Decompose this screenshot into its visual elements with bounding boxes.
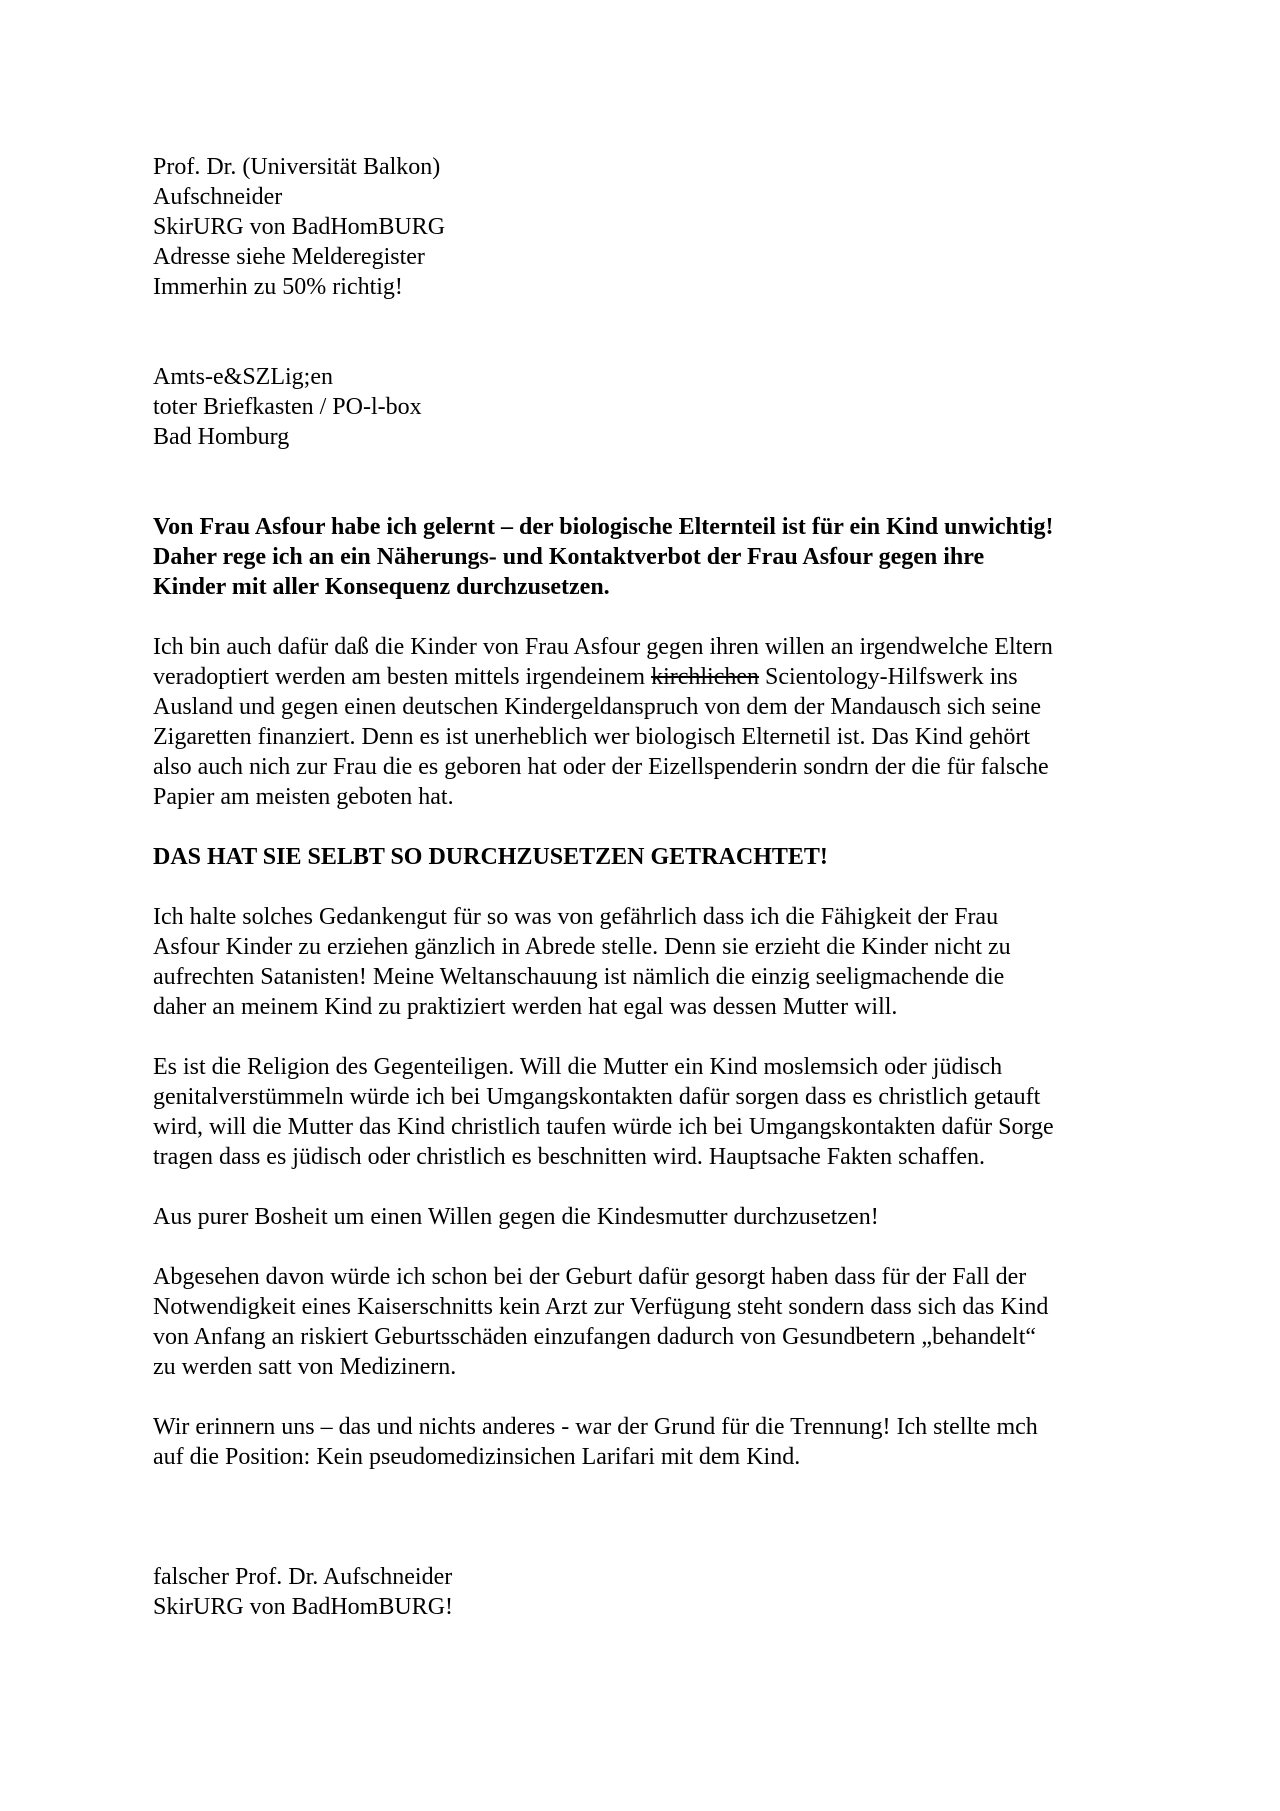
text-segment: Scientology-Hilfswerk ins — [759, 664, 1018, 690]
paragraph-line: auf die Position: Kein pseudomedizinsichen Larifari mit dem Kind. — [153, 1444, 801, 1470]
paragraph-line: Es ist die Religion des Gegenteiligen. Will die Mutter ein Kind moslemsich oder jüdisch — [153, 1054, 1003, 1080]
signature-line: falscher Prof. Dr. Aufschneider — [153, 1564, 453, 1590]
paragraph-line: Abgesehen davon würde ich schon bei der Geburt dafür gesorgt haben dass für der Fall der — [153, 1264, 1027, 1290]
paragraph-line: also auch nich zur Frau die es geboren hat oder der Eizellspenderin sondrn der die für falsche — [153, 754, 1049, 780]
signature-block — [153, 1562, 1133, 1622]
paragraph-adoption — [153, 632, 1133, 812]
paragraph-birth — [153, 1262, 1133, 1382]
recipient-line: toter Briefkasten / PO-l-box — [153, 394, 422, 420]
paragraph-line: Asfour Kinder zu erziehen gänzlich in Abrede stelle. Denn sie erzieht die Kinder nicht zu — [153, 934, 1011, 960]
paragraph-line: Ausland und gegen einen deutschen Kindergeldanspruch von dem der Mandausch sich seine — [153, 694, 1041, 720]
paragraph-line: Aus purer Bosheit um einen Willen gegen die Kindesmutter durchzusetzen! — [153, 1204, 879, 1230]
paragraph-line: Notwendigkeit eines Kaiserschnitts kein Arzt zur Verfügung steht sondern dass sich das Kind — [153, 1294, 1049, 1320]
text-segment: veradoptiert werden am besten mittels irgendeinem — [153, 664, 652, 690]
paragraph-line: Papier am meisten geboten hat. — [153, 784, 454, 810]
paragraph-separation — [153, 1412, 1133, 1472]
sender-line: Prof. Dr. (Universität Balkon) — [153, 154, 441, 180]
letter-heading — [153, 512, 1133, 602]
sender-line: Aufschneider — [153, 184, 283, 210]
paragraph-line: Zigaretten finanziert. Denn es ist unerheblich wer biologisch Elternetil ist. Das Kind gehört — [153, 724, 1031, 750]
paragraph-line: Ich halte solches Gedankengut für so was von gefährlich dass ich die Fähigkeit der Frau — [153, 904, 999, 930]
paragraph-line: tragen dass es jüdisch oder christlich es beschnitten wird. Hauptsache Fakten schaffen. — [153, 1144, 985, 1170]
sender-line: Adresse siehe Melderegister — [153, 244, 425, 270]
shout-text: DAS HAT SIE SELBT SO DURCHZUSETZEN GETRACHTET! — [153, 844, 828, 870]
paragraph-line — [153, 662, 1133, 692]
shout-line — [153, 842, 1133, 872]
recipient-line: Amts-e&SZLig;en — [153, 364, 333, 390]
paragraph-ideology — [153, 902, 1133, 1022]
heading-line: Kinder mit aller Konsequenz durchzusetzen. — [153, 574, 610, 600]
paragraph-line: daher an meinem Kind zu praktiziert werden hat egal was dessen Mutter will. — [153, 994, 898, 1020]
signature-line: SkirURG von BadHomBURG! — [153, 1594, 454, 1620]
struck-word: kirchlichen — [651, 664, 760, 690]
heading-line: Daher rege ich an ein Näherungs- und Kontaktverbot der Frau Asfour gegen ihre — [153, 544, 985, 570]
paragraph-line: wird, will die Mutter das Kind christlich taufen würde ich bei Umgangskontakten dafür Sorge — [153, 1114, 1054, 1140]
recipient-line: Bad Homburg — [153, 424, 290, 450]
paragraph-line: genitalverstümmeln würde ich bei Umgangskontakten dafür sorgen dass es christlich getauft — [153, 1084, 1041, 1110]
sender-line: SkirURG von BadHomBURG — [153, 214, 446, 240]
paragraph-religion — [153, 1052, 1133, 1172]
paragraph-malice — [153, 1202, 1133, 1232]
sender-line: Immerhin zu 50% richtig! — [153, 274, 403, 300]
heading-line: Von Frau Asfour habe ich gelernt – der biologische Elternteil ist für ein Kind unwichtig! — [153, 514, 1054, 540]
letter-page — [153, 152, 1133, 1622]
paragraph-line: von Anfang an riskiert Geburtsschäden einzufangen dadurch von Gesundbetern „behandelt“ — [153, 1324, 1037, 1350]
paragraph-line: Wir erinnern uns – das und nichts anderes - war der Grund für die Trennung! Ich stellte mch — [153, 1414, 1038, 1440]
sender-address — [153, 152, 1133, 302]
paragraph-line: Ich bin auch dafür daß die Kinder von Frau Asfour gegen ihren willen an irgendwelche Eltern — [153, 634, 1053, 660]
paragraph-line: aufrechten Satanisten! Meine Weltanschauung ist nämlich die einzig seeligmachende die — [153, 964, 1005, 990]
recipient-address — [153, 362, 1133, 452]
paragraph-line: zu werden satt von Medizinern. — [153, 1354, 457, 1380]
